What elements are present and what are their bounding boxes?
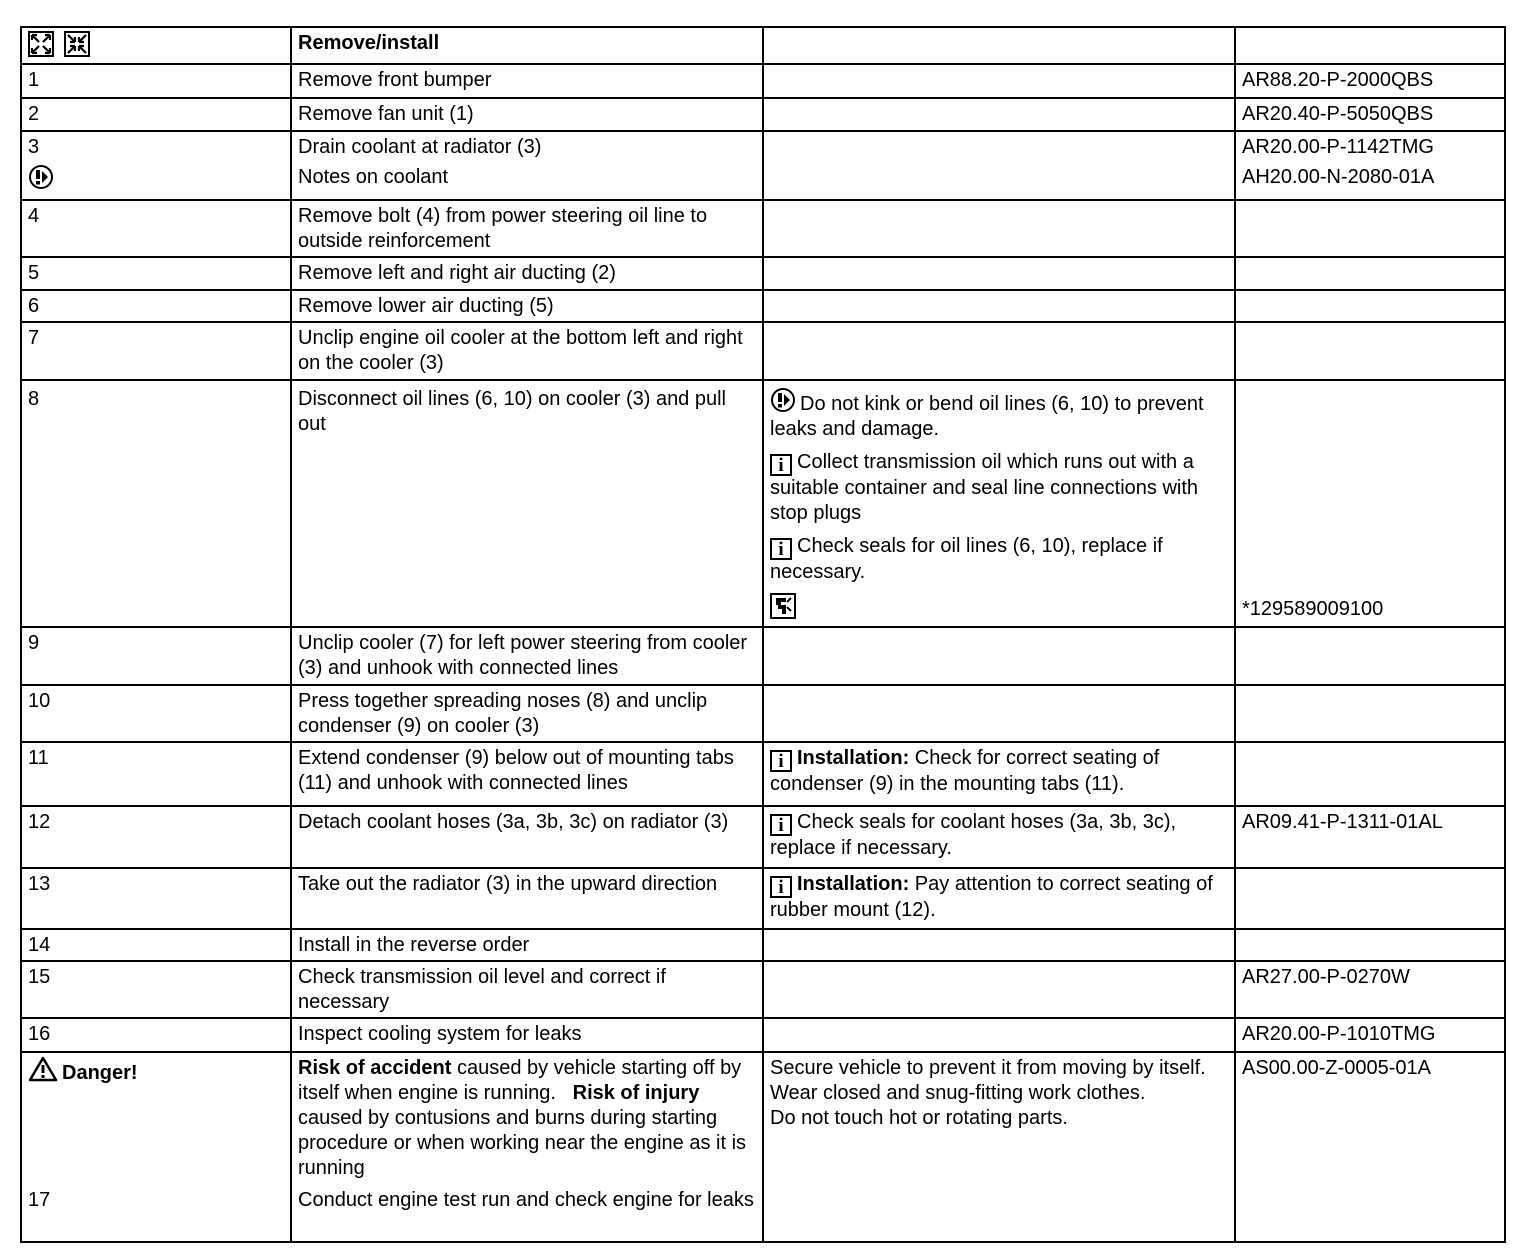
info-icon: i [770, 454, 792, 476]
danger-measure: Do not touch hot or rotating parts. [770, 1107, 1068, 1129]
table-row [21, 131, 1505, 200]
step-action-cell [291, 131, 763, 200]
step-number: 10 [21, 685, 291, 742]
step-reference [1235, 257, 1505, 290]
info-icon: i [770, 750, 792, 772]
info-icon: i [770, 876, 792, 898]
step-note [763, 200, 1235, 257]
step-action: Install in the reverse order [291, 929, 763, 961]
step-reference [1235, 627, 1505, 685]
header-empty-cell [763, 27, 1235, 64]
step-number: 11 [21, 742, 291, 806]
table-row [21, 961, 1505, 1018]
risk-accident-label: Risk of accident [298, 1057, 452, 1079]
expand-arrows-icon [28, 31, 54, 57]
step-reference[interactable]: AR20.00-P-1142TMG [1242, 136, 1434, 158]
note-text: Do not kink or bend oil lines (6, 10) to prevent leaks and damage. [770, 393, 1204, 440]
step-number: 2 [21, 98, 291, 131]
step-note [763, 627, 1235, 685]
note-paragraph [770, 387, 1228, 442]
step-reference[interactable]: AR09.41-P-1311-01AL [1235, 806, 1505, 868]
note-text: Check seals for oil lines (6, 10), replace if necessary. [770, 535, 1163, 583]
header-icons-cell [21, 27, 291, 64]
table-row [21, 380, 1505, 627]
danger-measures-cell [763, 1052, 1235, 1242]
warning-triangle-icon [28, 1056, 58, 1082]
table-row [21, 64, 1505, 98]
tool-reference[interactable]: *129589009100 [1242, 598, 1384, 620]
note-text: Collect transmission oil which runs out with a suitable container and seal line connections with stop plugs [770, 451, 1199, 524]
collapse-arrows-icon [64, 31, 90, 57]
step-notes-cell [763, 380, 1235, 627]
step-number: 1 [21, 64, 291, 98]
table-row [21, 806, 1505, 868]
step-action: Press together spreading noses (8) and unclip condenser (9) on cooler (3) [291, 685, 763, 742]
note-text: Check seals for coolant hoses (3a, 3b, 3c), replace if necessary. [770, 811, 1177, 859]
step-note [763, 257, 1235, 290]
danger-reference[interactable]: AS00.00-Z-0005-01A [1235, 1052, 1505, 1242]
header-title: Remove/install [291, 27, 763, 64]
step-reference [1235, 929, 1505, 961]
risk-injury-text: caused by contusions and burns during starting procedure or when working near the engine as it is running [298, 1107, 747, 1179]
danger-label-cell [21, 1052, 291, 1242]
step-reference[interactable]: AR27.00-P-0270W [1235, 961, 1505, 1018]
step-note [763, 1018, 1235, 1052]
danger-label: Danger! [62, 1062, 138, 1084]
danger-measure: Wear closed and snug-fitting work clothes. [770, 1082, 1146, 1104]
step-action: Disconnect oil lines (6, 10) on cooler (3) and pull out [291, 380, 763, 627]
note-paragraph [770, 450, 1228, 526]
step-number: 5 [21, 257, 291, 290]
step-number-cell [21, 131, 291, 200]
step-action: Conduct engine test run and check engine for leaks [298, 1189, 754, 1211]
step-note [763, 685, 1235, 742]
step-note [763, 961, 1235, 1018]
note-paragraph [770, 534, 1228, 585]
step-note [763, 929, 1235, 961]
step-number: 7 [21, 322, 291, 380]
procedure-table [20, 26, 1506, 1243]
step-reference [1235, 685, 1505, 742]
step-note-cell [763, 742, 1235, 806]
table-row [21, 98, 1505, 131]
step-action: Unclip engine oil cooler at the bottom left and right on the cooler (3) [291, 322, 763, 380]
step-action: Remove lower air ducting (5) [291, 290, 763, 322]
note-label: Installation: [797, 747, 910, 769]
step-action: Check transmission oil level and correct if necessary [291, 961, 763, 1018]
step-number: 3 [28, 136, 40, 158]
table-row [21, 1018, 1505, 1052]
info-icon: i [770, 814, 792, 836]
step-reference [1235, 742, 1505, 806]
step-number: 16 [21, 1018, 291, 1052]
step-number: 14 [21, 929, 291, 961]
step-action: Extend condenser (9) below out of mounting tabs (11) and unhook with connected lines [291, 742, 763, 806]
table-row [21, 257, 1505, 290]
step-reference [1235, 322, 1505, 380]
step-note-cell [763, 806, 1235, 868]
table-row [21, 322, 1505, 380]
step-note [763, 290, 1235, 322]
step-note [763, 98, 1235, 131]
step-reference[interactable]: AR20.40-P-5050QBS [1235, 98, 1505, 131]
step-reference [1235, 200, 1505, 257]
table-row [21, 290, 1505, 322]
note-text: Check for correct seating of condenser (9) in the mounting tabs (11). [770, 747, 1160, 795]
step-note [763, 131, 1235, 200]
risk-accident-text: caused by vehicle starting off by itself when engine is running. [298, 1057, 742, 1104]
step-reference-cell [1235, 380, 1505, 627]
step-note-cell [763, 868, 1235, 929]
step-reference[interactable]: AR20.00-P-1010TMG [1235, 1018, 1505, 1052]
table-row [21, 929, 1505, 961]
step-action: Drain coolant at radiator (3) [298, 136, 542, 158]
danger-risk-text [298, 1056, 756, 1188]
table-row [21, 200, 1505, 257]
table-header-row [21, 27, 1505, 64]
danger-measure: Secure vehicle to prevent it from moving by itself. [770, 1057, 1206, 1079]
step-note [763, 64, 1235, 98]
step-number: 6 [21, 290, 291, 322]
step-number: 4 [21, 200, 291, 257]
note-label: Installation: [797, 873, 910, 895]
info-icon: i [770, 538, 792, 560]
step-action: Unclip cooler (7) for left power steering from cooler (3) and unhook with connected lines [291, 627, 763, 685]
special-tool-icon [770, 593, 796, 619]
step-number: 15 [21, 961, 291, 1018]
step-reference [1235, 290, 1505, 322]
step-number: 17 [28, 1189, 51, 1211]
risk-injury-label: Risk of injury [572, 1082, 700, 1104]
step-action: Detach coolant hoses (3a, 3b, 3c) on radiator (3) [291, 806, 763, 868]
table-row [21, 685, 1505, 742]
note-paragraph [770, 593, 1228, 623]
step-sub-action: Notes on coolant [298, 166, 449, 188]
step-reference [1235, 868, 1505, 929]
step-action: Remove fan unit (1) [291, 98, 763, 131]
note-text: Pay attention to correct seating of rubber mount (12). [770, 873, 1213, 921]
step-action: Remove front bumper [291, 64, 763, 98]
step-reference-cell [1235, 131, 1505, 200]
header-empty-cell [1235, 27, 1505, 64]
caution-icon [770, 387, 796, 413]
table-row [21, 627, 1505, 685]
procedure-sheet [20, 26, 1506, 1243]
step-action: Remove left and right air ducting (2) [291, 257, 763, 290]
step-reference[interactable]: AR88.20-P-2000QBS [1235, 64, 1505, 98]
step-action: Inspect cooling system for leaks [291, 1018, 763, 1052]
step-number: 9 [21, 627, 291, 685]
table-row [21, 742, 1505, 806]
step-sub-reference[interactable]: AH20.00-N-2080-01A [1242, 166, 1435, 188]
step-number: 13 [21, 868, 291, 929]
step-action: Remove bolt (4) from power steering oil line to outside reinforcement [291, 200, 763, 257]
danger-text-cell [291, 1052, 763, 1242]
step-note [763, 322, 1235, 380]
caution-icon [28, 164, 54, 190]
table-row [21, 868, 1505, 929]
step-number: 8 [21, 380, 291, 627]
step-action: Take out the radiator (3) in the upward direction [291, 868, 763, 929]
danger-row [21, 1052, 1505, 1242]
step-number: 12 [21, 806, 291, 868]
